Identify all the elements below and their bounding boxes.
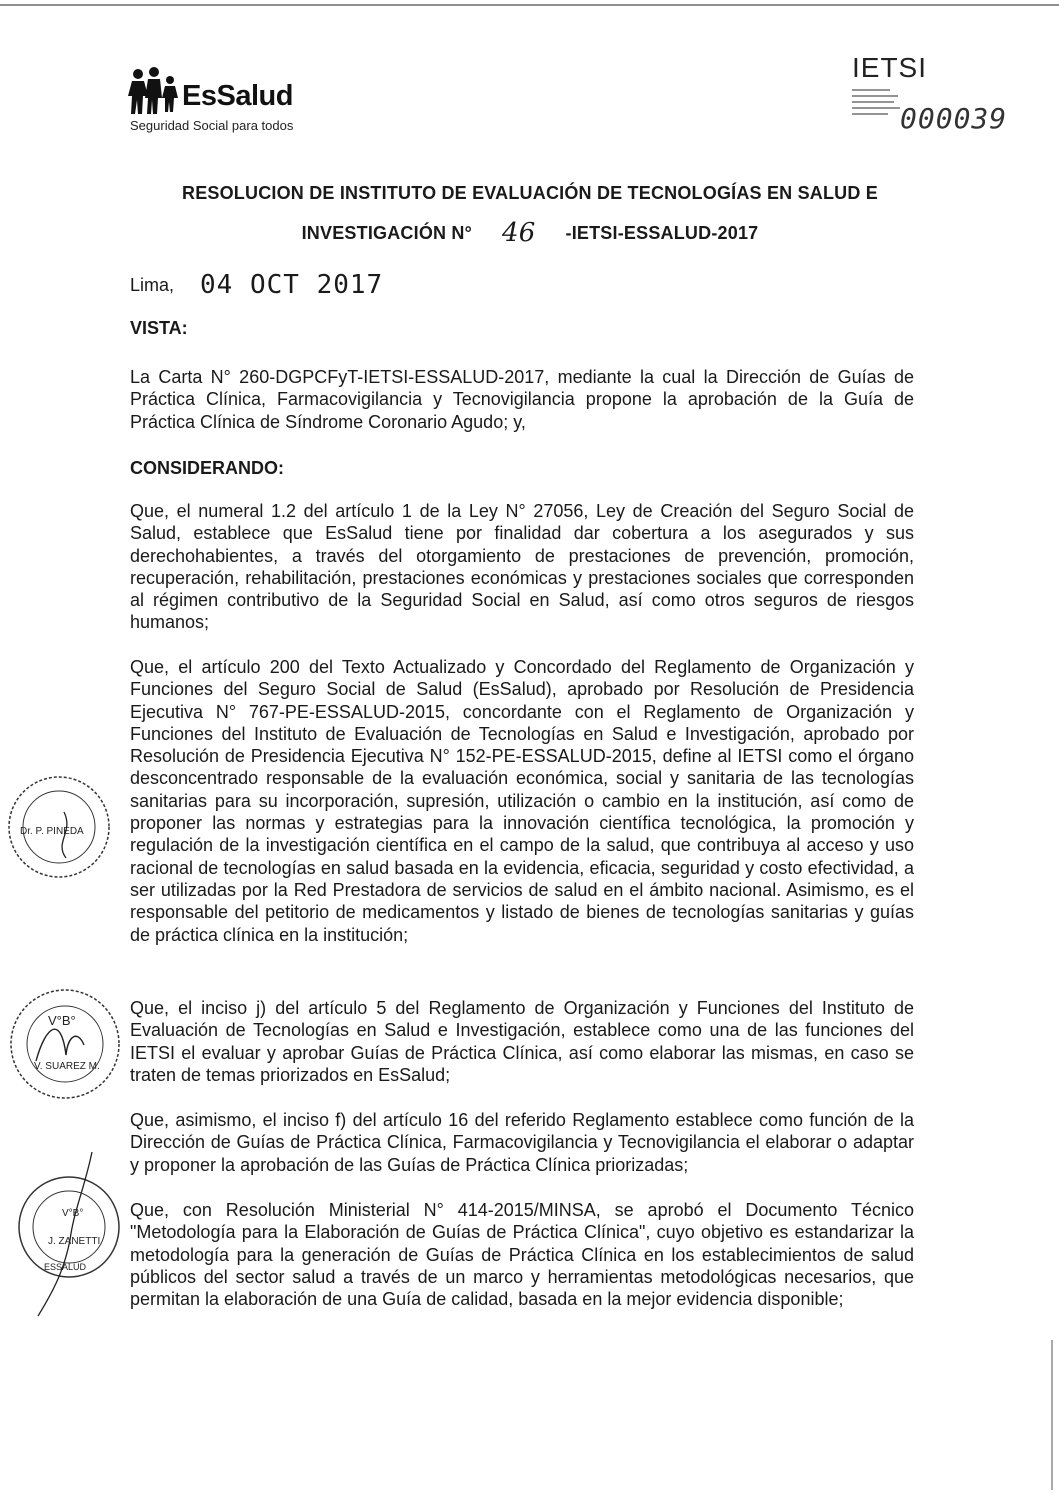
vista-paragraph: La Carta N° 260-DGPCFyT-IETSI-ESSALUD-2017, mediante la cual la Dirección de Guías de Práctica Clínica, Farmacovigilancia y Tecnovigilancia propone la aprobación de la Guía de Práctica Clínica de Síndrome Coronario Agudo; y, <box>130 367 914 432</box>
scan-edge-line <box>1051 1340 1053 1490</box>
approval-seal-3 <box>14 1150 124 1320</box>
considerando-paragraph: Que, asimismo, el inciso f) del artículo 16 del referido Reglamento establece como función de la Dirección de Guías de Práctica Clínica, Farmacovigilancia y Tecnovigilancia el elaborar o adaptar y proponer la aprobación de las Guías de Práctica Clínica priorizadas; <box>130 1110 914 1175</box>
considerando-paragraph: Que, el numeral 1.2 del artículo 1 de la Ley N° 27056, Ley de Creación del Seguro Social de Salud, establece que EsSalud tiene por finalidad dar cobertura a los asegurados y sus derechohabientes, a través del otorgamiento de prestaciones de prevención, promoción, recuperación, rehabilitación, prestaciones económicas y prestaciones sociales que corresponden al régimen contributivo de la Seguridad Social en Salud, así como otros seguros de riesgos humanos; <box>130 501 914 633</box>
essalud-logo <box>128 66 348 136</box>
resolution-title-line2 <box>100 216 960 246</box>
folio-stamp <box>848 52 1008 147</box>
seal-mark: V°B° <box>48 1013 76 1028</box>
date-stamp: 04 OCT 2017 <box>200 270 384 300</box>
office-stamp-label: IETSI <box>852 52 928 83</box>
title-prefix: INVESTIGACIÓN N° <box>301 223 473 243</box>
brand-tagline: Seguridad Social para todos <box>130 118 294 133</box>
title-suffix: -IETSI-ESSALUD-2017 <box>565 223 759 243</box>
considerando-paragraph: Que, el artículo 200 del Texto Actualizado y Concordado del Reglamento de Organización y Funciones del Seguro Social de Salud (EsSalud), aprobado por Resolución de Presidencia Ejecutiva N° 767-PE-ESSALUD-2015, concordante con el Reglamento de Organización y Funciones del Instituto de Evaluación de Tecnologías en Salud e Investigación, aprobado por Resolución de Presidencia Ejecutiva N° 152-PE-ESSALUD-2015, define al IETSI como el órgano desconcentrado responsable de la evaluación económica, social y sanitaria de las tecnologías sanitarias para su incorporación, supresión, utilización o cambio en la institución, así como de proponer las normas y estrategias para la innovación científica tecnológica, la promoción y regulación de la investigación científica en el campo de la salud, que contribuya al acceso y uso racional de tecnologías en salud basada en la evidencia, eficacia, seguridad y costo efectividad, a ser utilizadas por la Red Prestadora de servicios de salud en el ámbito nacional. Asimismo, es el responsable del petitorio de medicamentos y listado de bienes de tecnologías sanitarias y guías de práctica clínica en la institución; <box>130 657 914 945</box>
considerando-paragraph: Que, con Resolución Ministerial N° 414-2015/MINSA, se aprobó el Documento Técnico "Metodología para la Elaboración de Guías de Práctica Clínica", cuyo objetivo es estandarizar la metodología para la generación de Guías de Práctica Clínica en los establecimientos de salud públicos del sector salud a través de un marco y herramientas metodológicas necesarios, que permitan la elaboración de una Guía de calidad, basada en la mejor evidencia disponible; <box>130 1200 914 1310</box>
resolution-title-line1: RESOLUCION DE INSTITUTO DE EVALUACIÓN DE TECNOLOGÍAS EN SALUD E <box>182 183 878 203</box>
considerando-paragraph: Que, el inciso j) del artículo 5 del Reglamento de Organización y Funciones del Instituto de Evaluación de Tecnologías en Salud e Investigación, establece como una de las funciones del IETSI el evaluar y aprobar Guías de Práctica Clínica, así como elaborar las mismas, en caso se traten de temas priorizados en EsSalud; <box>130 998 914 1085</box>
folio-number: 000039 <box>900 102 1008 135</box>
date-place: Lima, <box>130 275 175 295</box>
seal-signer: Dr. P. PINEDA <box>20 826 84 837</box>
scan-edge-line <box>0 4 1059 6</box>
family-figures-icon <box>128 66 184 116</box>
approval-seal-1 <box>4 772 114 882</box>
brand-name: EsSalud <box>182 80 293 112</box>
seal-mark: V°B° <box>62 1208 84 1219</box>
approval-seal-2 <box>6 985 124 1103</box>
seal-signer: J. ZANETTI <box>48 1236 101 1247</box>
vista-heading: VISTA: <box>130 318 188 338</box>
seal-ring-bottom: ESSALUD <box>44 1262 87 1272</box>
date-line <box>130 268 383 298</box>
seal-signer: V. SUAREZ M. <box>34 1061 100 1072</box>
considerando-heading: CONSIDERANDO: <box>130 458 285 478</box>
resolution-number: 46 <box>502 218 536 248</box>
